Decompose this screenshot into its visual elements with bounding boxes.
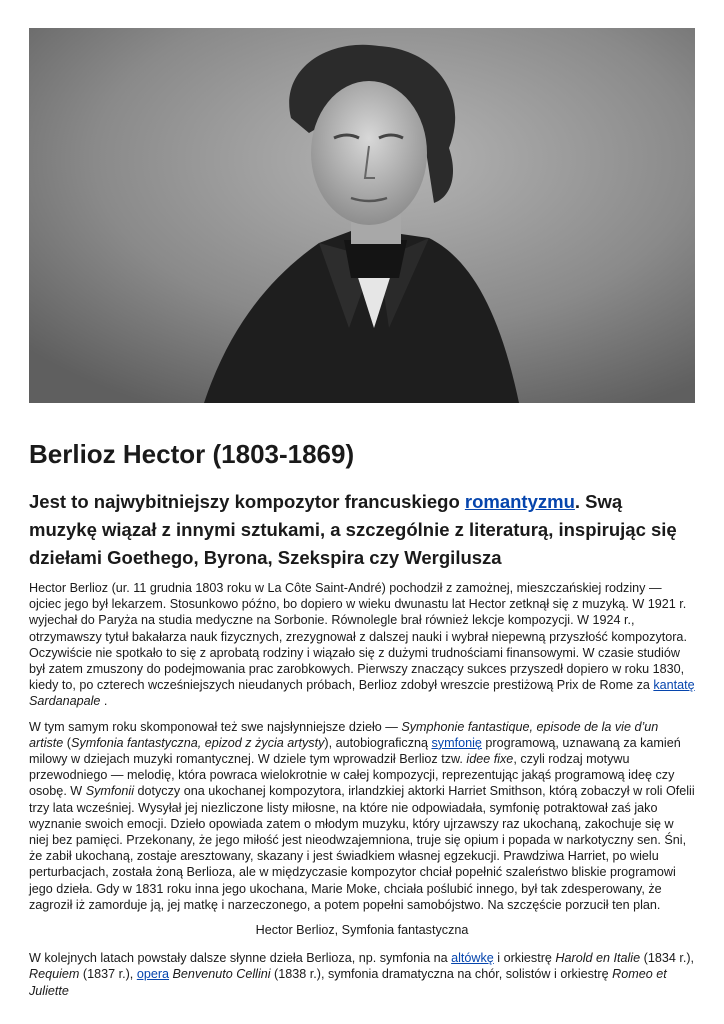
media-caption: Hector Berlioz, Symfonia fantastyczna (255, 923, 469, 938)
lead-text-1: Jest to najwybitniejszy kompozytor francuskiego (29, 491, 465, 512)
paragraph-2 (29, 719, 695, 913)
portrait-photo (29, 28, 695, 403)
page-title: Berlioz Hector (1803-1869) (29, 439, 355, 469)
p3-t4: (1837 r.), (79, 967, 137, 982)
p1-end: . (100, 694, 108, 709)
p2-i4: Symfonii (85, 784, 134, 799)
p2-t3: ), autobiograficzną (324, 735, 432, 750)
p3-i1: Harold en Italie (555, 951, 641, 966)
p2-t4: programową, uznawaną za kamień milowy w dziejach muzyki romantycznej. W dziele tym wprowadził Berlioz tzw. (29, 735, 681, 767)
p3-t3: (1834 r.), (640, 951, 695, 966)
p2-t1: W tym samym roku skomponował też swe najsłynniejsze dzieło — (29, 719, 402, 734)
p2-t2: ( (63, 735, 71, 750)
p3-t1: W kolejnych latach powstały dalsze słynne dzieła Berlioza, np. symfonia na (29, 951, 452, 966)
p3-i4: Romeo et Juliette (29, 967, 667, 998)
p3-t6: (1838 r.), symfonia dramatyczna na chór, solistów i orkiestrę (270, 967, 613, 982)
paragraph-1 (29, 580, 695, 710)
p2-i2: Symfonia fantastyczna, epizod z życia artysty (71, 735, 325, 750)
link-opera[interactable]: opera (136, 967, 170, 982)
p3-i3: Benvenuto Cellini (172, 967, 271, 982)
p3-i2: Requiem (29, 967, 80, 982)
p2-t5: , czyli rodzaj motywu przewodniego — melodię, która powraca wielokrotnie w całej kompozycji, reprezentując jakąś programową ideę czy osobę. W (29, 752, 675, 799)
paragraph-3 (29, 950, 695, 999)
lead-heading (29, 488, 695, 572)
lead-text-2: . Swą muzykę wiązał z innymi sztukami, a szczególnie z literaturą, inspirując się dziełami Goethego, Byrona, Szekspira czy Wergilusza (29, 491, 677, 568)
link-kantate[interactable]: kantatę (653, 678, 695, 693)
p1-italic: Sardanapale (29, 694, 101, 709)
p1-text: Hector Berlioz (ur. 11 grudnia 1803 roku w La Côte Saint-André) pochodził z zamożnej, mieszczańskiej rodziny — ojciec jego był lekarzem. Stosunkowo późno, bo dopiero w wieku dwunastu lat Hector zetknął się z muzyką. W 1921 r. wyjechał do Paryża na studia medyczne na Sorbonie. Równolegle brał również lekcje kompozycji. W 1924 r., otrzymawszy tytuł bakałarza nauk fizycznych, zrezygnował z dalszej nauki i wybrał niepewną przyszłość kompozytora. Oczywiście nie spotkało to się z aprobatą rodziny i wiązało się z dużymi trudnościami finansowymi. W czasie studiów był zatem zmuszony do podejmowania prac zarobkowych. Pierwszy znaczący sukces przyszedł dopiero w roku 1830, kiedy to, po czterech wcześniejszych nieudanych próbach, Berlioz zdobył wreszcie prestiżową Prix de Rome za (29, 581, 687, 693)
p2-i3: idee fixe (466, 752, 514, 767)
p2-t6: dotyczy ona ukochanej kompozytora, irlandzkiej aktorki Harriet Smithson, którą zobaczył w roli Ofelii trzy lata wcześniej. Wysyłał jej niezliczone listy miłosne, na które nie odpowiadała, symfonię potraktował zaś jako wyznanie swoich emocji. Dzieło opowiada zatem o młodym muzyku, który ujrzawszy raz ukochaną, zakochuje się w niej bez pamięci. Przekonany, że jego miłość jest nieodwzajemniona, truje się opium i popada w narkotyczny sen. Śni, że zabił ukochaną, zostaje aresztowany, skazany i jest świadkiem własnej egzekucji. Prawdziwa Harriet, po wielu perturbacjach, została żoną Berlioza, ale w międzyczasie kompozytor chciał popełnić szaleństwo bliskie programowi jego dzieła. Gdy w 1831 roku inna jego ukochana, Marie Moke, chciała poślubić innego, był tak zdesperowany, że zagroził iż zamorduje ją, jej matkę i narzeczonego, a potem popełni samobójstwo. Na szczęście porzucił ten plan. (29, 784, 695, 912)
portrait-illustration (29, 28, 695, 403)
p2-i1: Symphonie fantastique, episode de la vie d’un artiste (29, 719, 659, 750)
article-body (29, 580, 695, 1008)
link-altowke[interactable]: altówkę (451, 951, 494, 966)
link-romantyzmu[interactable]: romantyzmu (464, 491, 575, 512)
p3-t2: i orkiestrę (493, 951, 556, 966)
link-symfonie[interactable]: symfonię (431, 735, 482, 750)
